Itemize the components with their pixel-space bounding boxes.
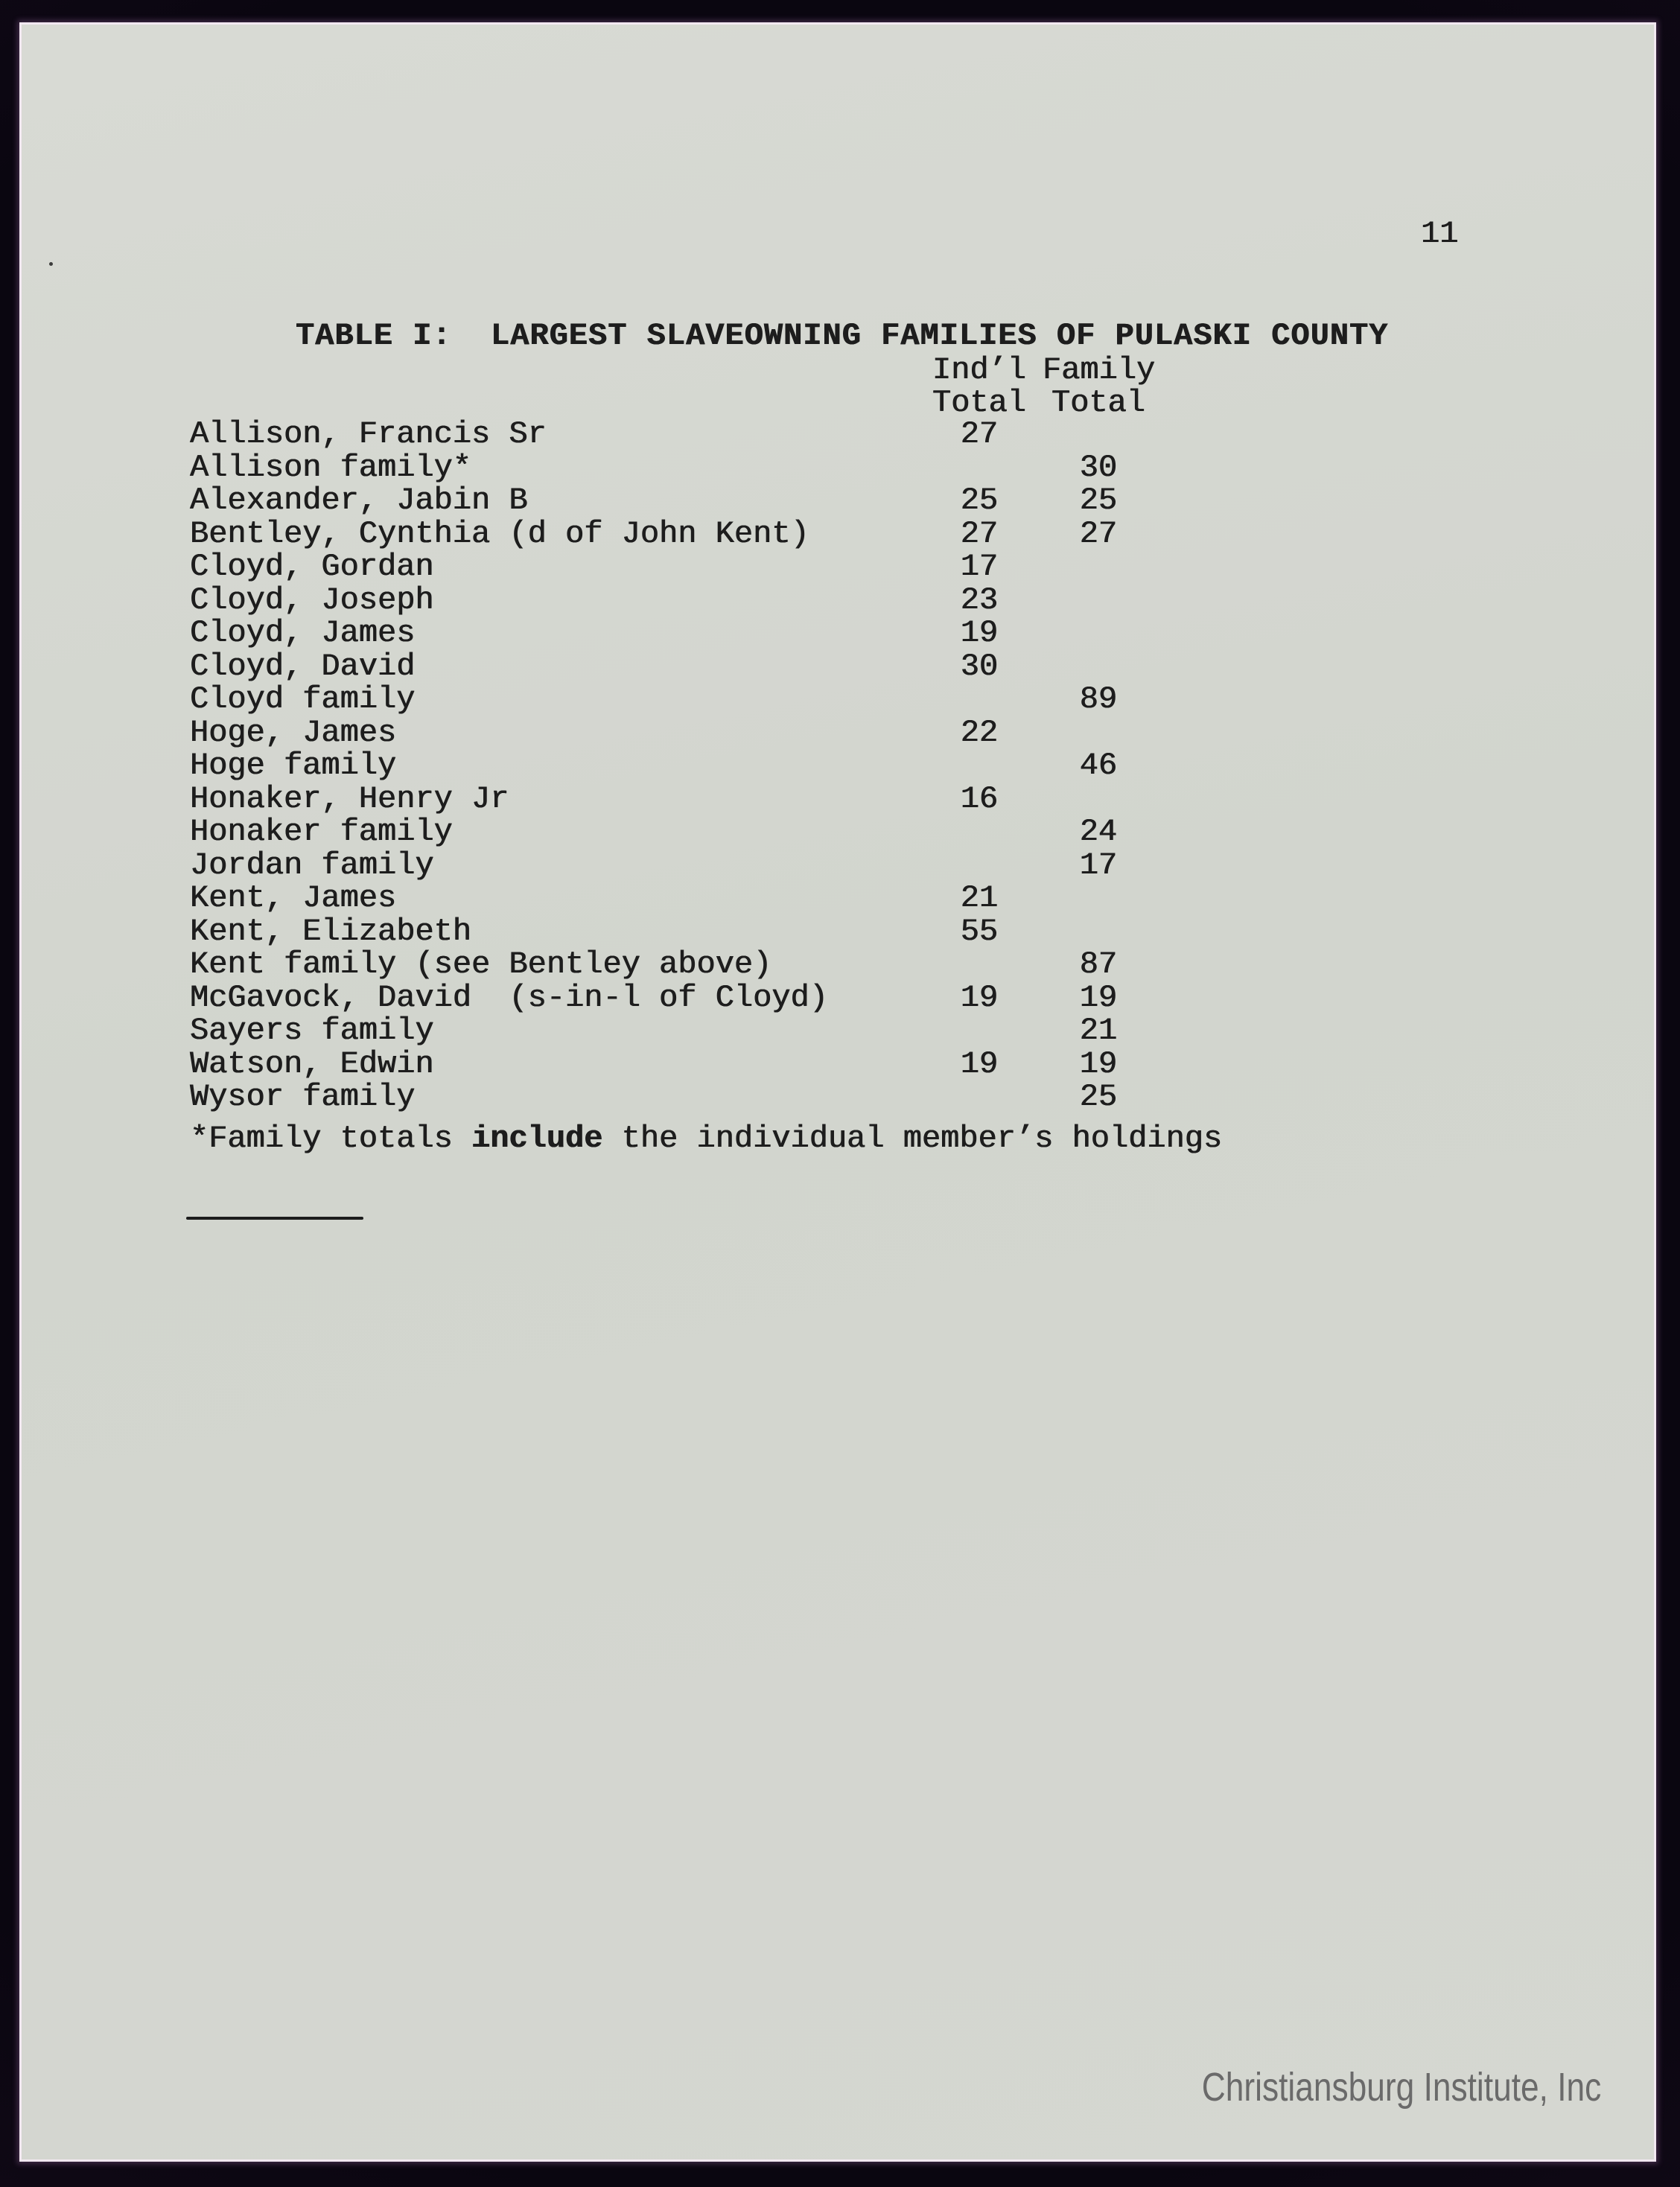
paper: [19, 22, 1656, 2162]
family-name: Cloyd family: [190, 681, 416, 717]
individual-total: 55: [960, 913, 999, 949]
table-row: [190, 849, 1458, 882]
individual-total: 16: [960, 780, 999, 817]
individual-total: 22: [960, 714, 999, 751]
body-line: [190, 1551, 1458, 1584]
table-row: [190, 780, 1458, 817]
scan-speck: [49, 262, 53, 266]
body-line: [190, 1713, 1458, 1746]
family-name: Allison, Francis Sr: [190, 416, 547, 452]
family-name: Hoge family: [190, 748, 397, 783]
table-row: [190, 981, 1458, 1015]
body-line: [190, 1875, 1458, 1908]
individual-total: 21: [960, 880, 999, 916]
family-total: 87: [1079, 946, 1118, 982]
body-line: [190, 1261, 1458, 1294]
table-row: [190, 550, 1458, 584]
table-row: [190, 683, 1458, 716]
indl-total-header: Total: [932, 385, 1027, 421]
family-total: 89: [1079, 681, 1118, 717]
body-line: [190, 1326, 1458, 1359]
body-line: [190, 1456, 1458, 1489]
table-row: [190, 716, 1458, 750]
family-name: Sayers family: [190, 1013, 434, 1048]
individual-total: 25: [960, 483, 999, 518]
family-header: Family: [1043, 352, 1156, 388]
table-row: [190, 515, 1458, 552]
body-line: [190, 1294, 1458, 1327]
indl-header: Ind’l: [932, 352, 1027, 388]
footnote-post: the individual member’s holdings: [602, 1121, 1223, 1156]
family-total: 27: [1079, 515, 1118, 552]
body-line: [190, 1521, 1458, 1553]
body-line: [190, 1359, 1458, 1392]
family-name: Honaker family: [190, 814, 453, 850]
table-row: [190, 815, 1458, 849]
paragraph-1: [190, 1261, 1458, 1553]
table-row: [190, 1045, 1458, 1082]
body-line: [190, 1649, 1458, 1681]
body-line: [190, 1681, 1458, 1713]
family-name: Cloyd, Gordan: [190, 549, 434, 585]
column-header-line-2: [190, 386, 1458, 419]
families-table: [190, 418, 1458, 1114]
family-total: 30: [1079, 449, 1118, 486]
family-name: Kent, Elizabeth: [190, 913, 472, 949]
family-name: Wysor family: [190, 1079, 416, 1115]
family-name: Kent family (see Bentley above): [190, 946, 772, 982]
table-footnote: [190, 1122, 1222, 1155]
table-row: [190, 584, 1458, 617]
family-name: Kent, James: [190, 880, 397, 916]
paragraph-2: [190, 1551, 1458, 1940]
family-name: Cloyd, Joseph: [190, 582, 434, 618]
table-row: [190, 915, 1458, 949]
family-total: 25: [1079, 483, 1118, 518]
footnote-separator-rule: [186, 1217, 363, 1220]
individual-total: 30: [960, 648, 999, 684]
family-name: McGavock, David (s-in-l of Cloyd): [190, 979, 828, 1016]
table-row: [190, 484, 1458, 518]
family-name: Honaker, Henry Jr: [190, 780, 509, 817]
family-total: 19: [1079, 1045, 1118, 1082]
family-total: 17: [1079, 847, 1118, 883]
family-name: Alexander, Jabin B: [190, 483, 528, 518]
individual-total: 27: [960, 515, 999, 552]
family-name: Hoge, James: [190, 714, 397, 751]
individual-total: 19: [960, 979, 999, 1016]
body-line: [190, 1745, 1458, 1778]
family-total: 24: [1079, 814, 1118, 850]
family-total: 19: [1079, 979, 1118, 1016]
table-row: [190, 1080, 1458, 1114]
individual-total: 19: [960, 615, 999, 651]
family-total: 25: [1079, 1079, 1118, 1115]
table-row: [190, 650, 1458, 684]
table-row: [190, 451, 1458, 485]
archive-watermark: Christiansburg Institute, Inc: [1201, 2065, 1601, 2110]
table-row: [190, 948, 1458, 981]
body-line: [190, 1616, 1458, 1649]
family-name: Cloyd, David: [190, 648, 416, 684]
table-row: [190, 1014, 1458, 1048]
body-line: [190, 1778, 1458, 1811]
page-number: 11: [1421, 216, 1459, 252]
family-total-header: Total: [1051, 385, 1146, 421]
body-line: [190, 1424, 1458, 1457]
family-name: Cloyd, James: [190, 615, 416, 651]
table-row: [190, 749, 1458, 783]
body-line: [190, 1489, 1458, 1521]
column-header-line-1: [190, 354, 1458, 386]
individual-total: 23: [960, 582, 999, 618]
table-title: TABLE I: LARGEST SLAVEOWNING FAMILIES OF PULASKI COUNTY: [296, 318, 1389, 354]
body-line: [190, 1908, 1458, 1941]
individual-total: 19: [960, 1045, 999, 1082]
table-row: [190, 882, 1458, 915]
table-row: [190, 617, 1458, 650]
body-line: [190, 1843, 1458, 1876]
family-name: Allison family*: [190, 449, 472, 486]
body-line: [190, 1810, 1458, 1843]
family-name: Watson, Edwin: [190, 1045, 434, 1082]
body-line: [190, 1391, 1458, 1424]
table-row: [190, 418, 1458, 451]
family-name: Jordan family: [190, 847, 434, 883]
footnote-bold-word: include: [471, 1121, 603, 1156]
family-total: 21: [1079, 1013, 1118, 1048]
family-name: Bentley, Cynthia (d of John Kent): [190, 515, 809, 552]
individual-total: 27: [960, 416, 999, 452]
individual-total: 17: [960, 549, 999, 585]
family-total: 46: [1079, 748, 1118, 783]
body-line: [190, 1584, 1458, 1617]
footnote-pre: *Family totals: [190, 1121, 472, 1156]
